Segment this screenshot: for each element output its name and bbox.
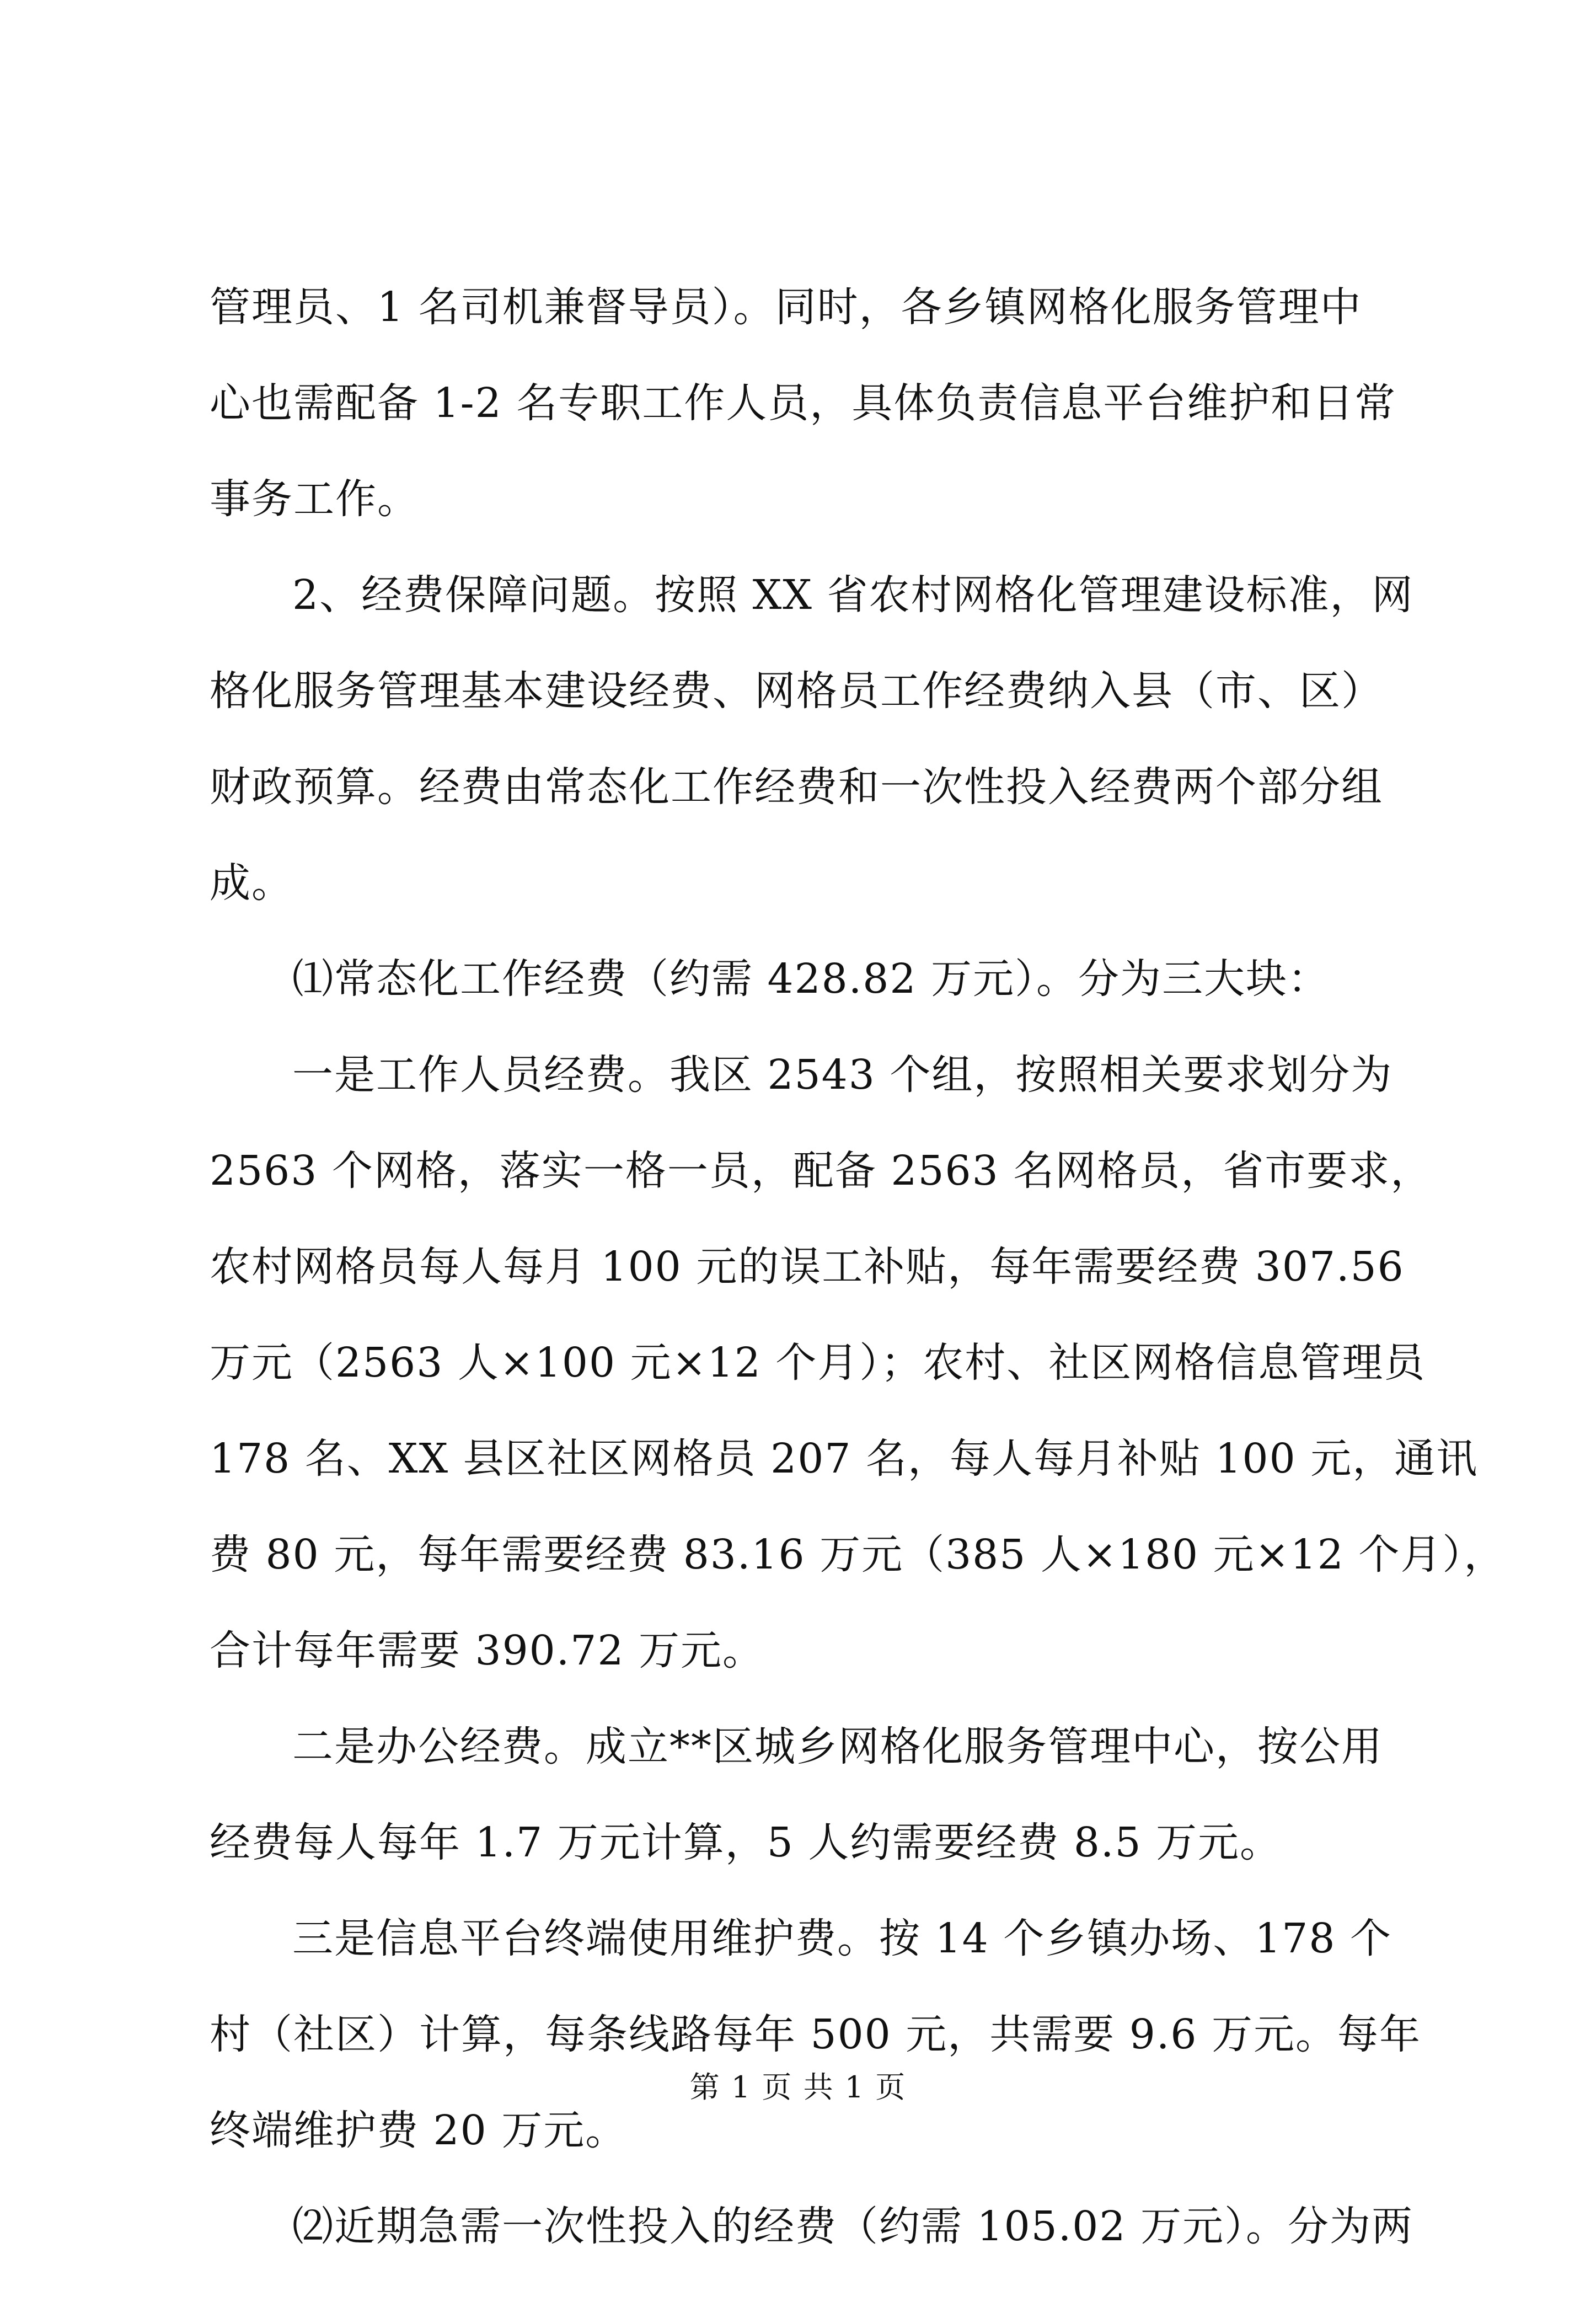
text-line: 财政预算。经费由常态化工作经费和一次性投入经费两个部分组 [210, 763, 1383, 811]
text-line: 178 名、XX 县区社区网格员 207 名，每人每月补贴 100 元，通讯 [210, 1435, 1479, 1482]
text-line: 合计每年需要 390.72 万元。 [210, 1627, 764, 1674]
text-line: 经费每人每年 1.7 万元计算，5 人约需要经费 8.5 万元。 [210, 1819, 1282, 1866]
text-line: 二是办公经费。成立**区城乡网格化服务管理中心，按公用 [292, 1723, 1383, 1770]
text-line: 万元（2563 人×100 元×12 个月）；农村、社区网格信息管理员 [210, 1339, 1426, 1386]
text-line: 2563 个网格，落实一格一员，配备 2563 名网格员，省市要求， [210, 1147, 1433, 1195]
text-line: 费 80 元，每年需要经费 83.16 万元（385 人×180 元×12 个月）， [210, 1531, 1506, 1578]
document-body [210, 283, 1506, 2302]
text-line: ⑴常态化工作经费（约需 428.82 万元）。分为三大块： [292, 955, 1330, 1003]
text-line: 事务工作。 [210, 475, 419, 523]
text-line: 村（社区）计算，每条线路每年 500 元，共需要 9.6 万元。每年 [210, 2011, 1422, 2058]
text-line: 格化服务管理基本建设经费、网格员工作经费纳入县（市、区） [210, 667, 1383, 715]
text-line: 终端维护费 20 万元。 [210, 2107, 628, 2154]
text-line: 管理员、1 名司机兼督导员）。同时，各乡镇网格化服务管理中 [210, 283, 1362, 331]
page-footer: 第 1 页 共 1 页 [689, 2070, 907, 2105]
text-line: 2、经费保障问题。按照 XX 省农村网格化管理建设标准，网 [292, 571, 1414, 619]
text-line: ⑵近期急需一次性投入的经费（约需 105.02 万元）。分为两 [292, 2203, 1413, 2250]
text-line: 一是工作人员经费。我区 2543 个组，按照相关要求划分为 [292, 1051, 1393, 1099]
text-line: 三是信息平台终端使用维护费。按 14 个乡镇办场、178 个 [292, 1915, 1392, 1962]
text-line: 成。 [210, 859, 293, 907]
text-line: 农村网格员每人每月 100 元的误工补贴，每年需要经费 307.56 [210, 1243, 1405, 1291]
text-line: 心也需配备 1-2 名专职工作人员，具体负责信息平台维护和日常 [210, 379, 1397, 427]
